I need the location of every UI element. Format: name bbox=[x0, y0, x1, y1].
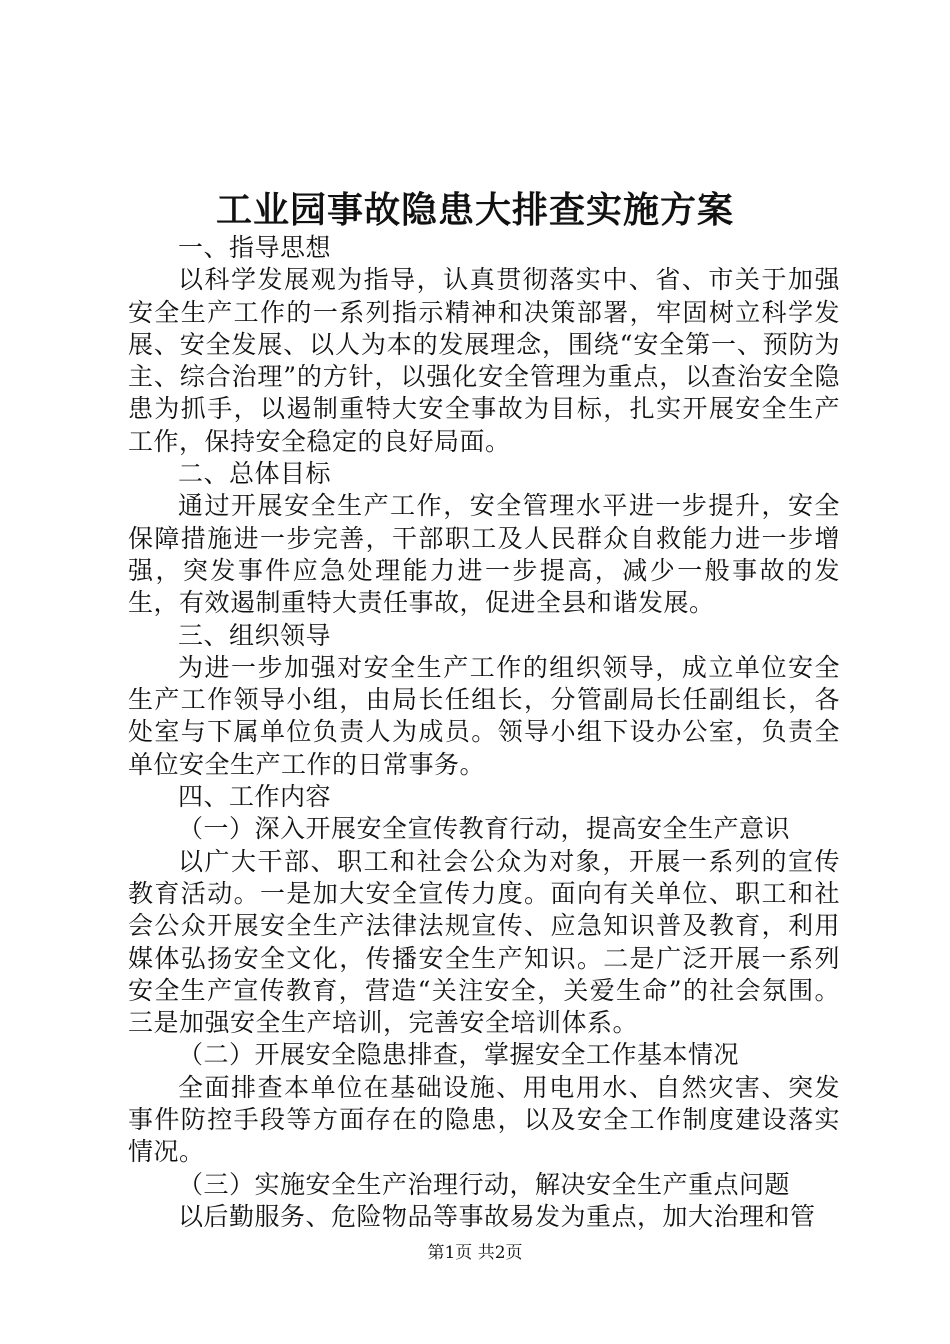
section-text-1: 以科学发展观为指导，认真贯彻落实中、省、市关于加强安全生产工作的一系列指示精神和决策部署，牢固树立科学发展、安全发展、以人为本的发展理念，围绕“安全第一、预防为主、综合治理”的方针，以强化安全管理为重点，以查治安全隐患为抓手，以遏制重特大安全事故为目标，扎实开展安全生产工作，保持安全稳定的良好局面。 bbox=[128, 265, 840, 456]
section-heading-1: 一、指导思想 bbox=[178, 233, 332, 262]
section-text-3: 为进一步加强对安全生产工作的组织领导，成立单位安全生产工作领导小组，由局长任组长，分管副局长任副组长，各处室与下属单位负责人为成员。领导小组下设办公室，负责全单位安全生产工作的日常事务。 bbox=[128, 652, 840, 779]
page-title: 工业园事故隐患大排查实施方案 bbox=[215, 189, 734, 231]
subsection-text-2: 全面排查本单位在基础设施、用电用水、自然灾害、突发事件防控手段等方面存在的隐患，以及安全工作制度建设落实情况。 bbox=[128, 1072, 840, 1167]
document-body bbox=[128, 232, 840, 1233]
section-text-2: 通过开展安全生产工作，安全管理水平进一步提升，安全保障措施进一步完善，干部职工及人民群众自救能力进一步增强，突发事件应急处理能力进一步提高，减少一般事故的发生，有效遏制重特大责任事故，促进全县和谐发展。 bbox=[128, 491, 840, 618]
page-footer: 第1页 共2页 bbox=[427, 1243, 523, 1263]
subsection-text-1: 以广大干部、职工和社会公众为对象，开展一系列的宣传教育活动。一是加大安全宣传力度。面向有关单位、职工和社会公众开展安全生产法律法规宣传、应急知识普及教育，利用媒体弘扬安全文化，传播安全生产知识。二是广泛开展一系列安全生产宣传教育，营造“关注安全，关爱生命”的社会氛围。三是加强安全生产培训，完善安全培训体系。 bbox=[128, 846, 840, 1038]
subsection-heading-2: （二）开展安全隐患排查，掌握安全工作基本情况 bbox=[178, 1040, 740, 1070]
subsection-heading-3: （三）实施安全生产治理行动，解决安全生产重点问题 bbox=[178, 1169, 791, 1199]
section-heading-4: 四、工作内容 bbox=[178, 782, 332, 812]
section-heading-3: 三、组织领导 bbox=[178, 620, 332, 650]
subsection-text-3: 以后勤服务、危险物品等事故易发为重点，加大治理和管 bbox=[178, 1201, 816, 1231]
subsection-heading-1: （一）深入开展安全宣传教育行动，提高安全生产意识 bbox=[178, 814, 791, 844]
section-heading-2: 二、总体目标 bbox=[178, 459, 332, 489]
